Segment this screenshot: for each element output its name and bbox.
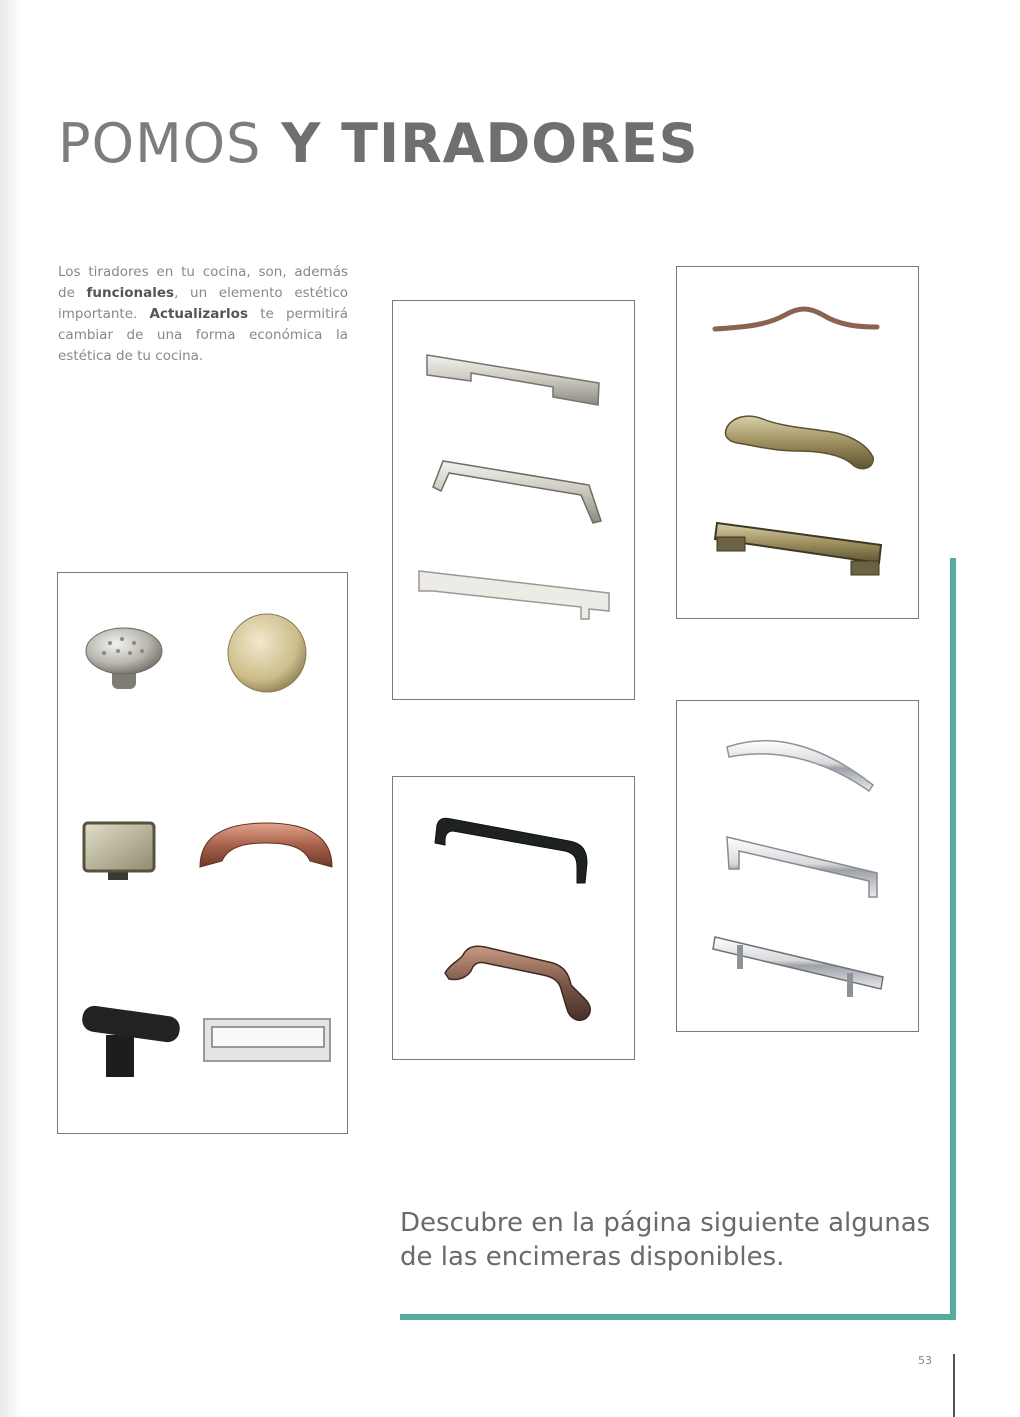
dark-handles-frame — [392, 776, 635, 1060]
page-edge-shadow — [0, 0, 22, 1417]
intro-bold-funcionales: funcionales — [86, 285, 175, 301]
handle-chrome-arch — [727, 741, 873, 791]
handle-bridge-bar — [433, 461, 601, 523]
page-number: 53 — [918, 1354, 932, 1367]
handle-wave-copper — [715, 309, 877, 329]
pull-copper-cup — [200, 823, 332, 867]
handle-bar-antique — [715, 523, 881, 575]
callout-line-1: Descubre en la página siguiente algunas — [400, 1208, 931, 1238]
knob-silver-speckled — [86, 628, 162, 689]
knob-square-bronze — [84, 823, 154, 880]
handle-stepped-bar — [427, 355, 599, 405]
accent-bracket-horizontal — [400, 1314, 956, 1320]
knobs-frame — [57, 572, 348, 1134]
intro-bold-actualizarlos: Actualizarlos — [149, 306, 248, 322]
accent-bracket-vertical — [950, 558, 956, 1320]
intro-text-1: Los tiradores en tu cocina, son, además de — [58, 264, 348, 301]
callout-line-2: de las encimeras disponibles. — [400, 1242, 785, 1272]
handle-black-bar — [435, 818, 587, 883]
page-number-rule — [953, 1354, 955, 1417]
knob-cream-round — [228, 614, 306, 692]
knob-black-t — [81, 1004, 182, 1077]
page-title-light: POMOS — [58, 112, 262, 175]
intro-text-2: , un elemento estético importante. — [58, 285, 349, 322]
bronze-handles-frame — [676, 266, 919, 619]
chrome-handles-frame — [676, 700, 919, 1032]
page-title-bold: Y TIRADORES — [281, 112, 699, 175]
handle-curved-antique — [725, 416, 873, 469]
next-page-callout — [400, 1206, 940, 1274]
handle-chrome-square — [727, 837, 877, 897]
bar-handles-frame — [392, 300, 635, 700]
handle-chrome-tbar — [713, 937, 883, 997]
intro-paragraph — [58, 262, 348, 367]
pull-recessed-flush — [204, 1019, 330, 1061]
handle-bronze-footed — [445, 946, 590, 1020]
page-title — [58, 112, 699, 175]
handle-flat-bar — [419, 571, 609, 619]
intro-text-3: te permitirá cambiar de una forma económica la estética de tu cocina. — [58, 306, 348, 364]
